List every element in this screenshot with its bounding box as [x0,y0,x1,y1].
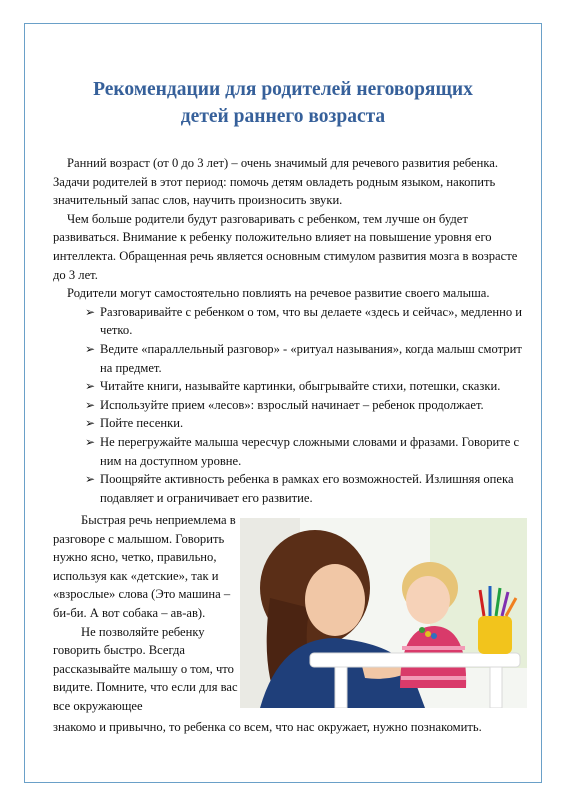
list-item [85,396,533,415]
paragraph-tell-child-end: знакомо и привычно, то ребенка со всем, что нас окружает, нужно познакомить. [53,720,482,734]
list-item [85,414,533,433]
title-line-1: Рекомендации для родителей неговорящих [93,79,473,100]
arrow-bullet-icon: ➢ [85,397,96,412]
arrow-bullet-icon: ➢ [85,304,96,319]
arrow-bullet-icon: ➢ [85,472,96,487]
list-item [85,377,533,396]
arrow-bullet-icon: ➢ [85,341,96,356]
mother-child-photo [240,518,527,708]
list-item [85,433,533,470]
list-item-text: Читайте книги, называйте картинки, обыгрывайте стихи, потешки, сказки. [100,379,501,394]
list-item-text: Ведите «параллельный разговор» - «ритуал называния», когда малыш смотрит на предмет. [100,341,522,375]
list-item [85,303,533,340]
list-item-text: Поощряйте активность ребенка в рамках его возможностей. Излишняя опека подавляет и ограничивает его развитие. [100,472,514,505]
paragraph-intro: Ранний возраст (от 0 до 3 лет) – очень значимый для речевого развития ребенка. Задачи родителей в этот период: помочь детям овладеть родным языком, накопить значительный запас слов, научить произносить звуки. [53,156,499,208]
list-item-text: Используйте прием «лесов»: взрослый начинает – ребенок продолжает. [100,397,484,412]
list-item-text: Не перегружайте малыша чересчур сложными словами и фразами. Говорите с ним на доступном уровне. [100,434,520,468]
list-item [85,470,533,507]
side-text [53,511,238,716]
mother-child-illustration [240,518,527,708]
arrow-bullet-icon: ➢ [85,416,96,431]
paragraph-fast-speech: Быстрая речь неприемлема в разговоре с малышом. Говорить нужно ясно, четко, правильно, используя как «детские», так и «взрослые» слова (Это машина – би-би. А вот собака – ав-ав). [53,513,236,620]
page-title [40,76,526,130]
main-text [53,154,533,507]
paragraph-development: Чем больше родители будут разговаривать с ребенком, тем лучше он будет развиваться. Внимание к ребенку положительно влияет на повышение уровня его интеллекта. Обращенная речь является основным стимулом развития мозга в возрасте до 3 лет. [53,211,518,282]
arrow-bullet-icon: ➢ [85,379,96,394]
title-line-2: детей раннего возраста [180,106,386,127]
recommendation-list [53,303,533,508]
list-item-text: Пойте песенки. [100,416,184,431]
arrow-bullet-icon: ➢ [85,434,96,449]
paragraph-tell-child: Не позволяйте ребенку говорить быстро. Всегда рассказывайте малышу о том, что видите. Помните, что если для вас все окружающее [53,624,238,713]
paragraph-parents: Родители могут самостоятельно повлиять на речевое развитие своего малыша. [67,286,490,301]
list-item-text: Разговаривайте с ребенком о том, что вы делаете «здесь и сейчас», медленно и четко. [100,304,523,338]
list-item [85,340,533,377]
